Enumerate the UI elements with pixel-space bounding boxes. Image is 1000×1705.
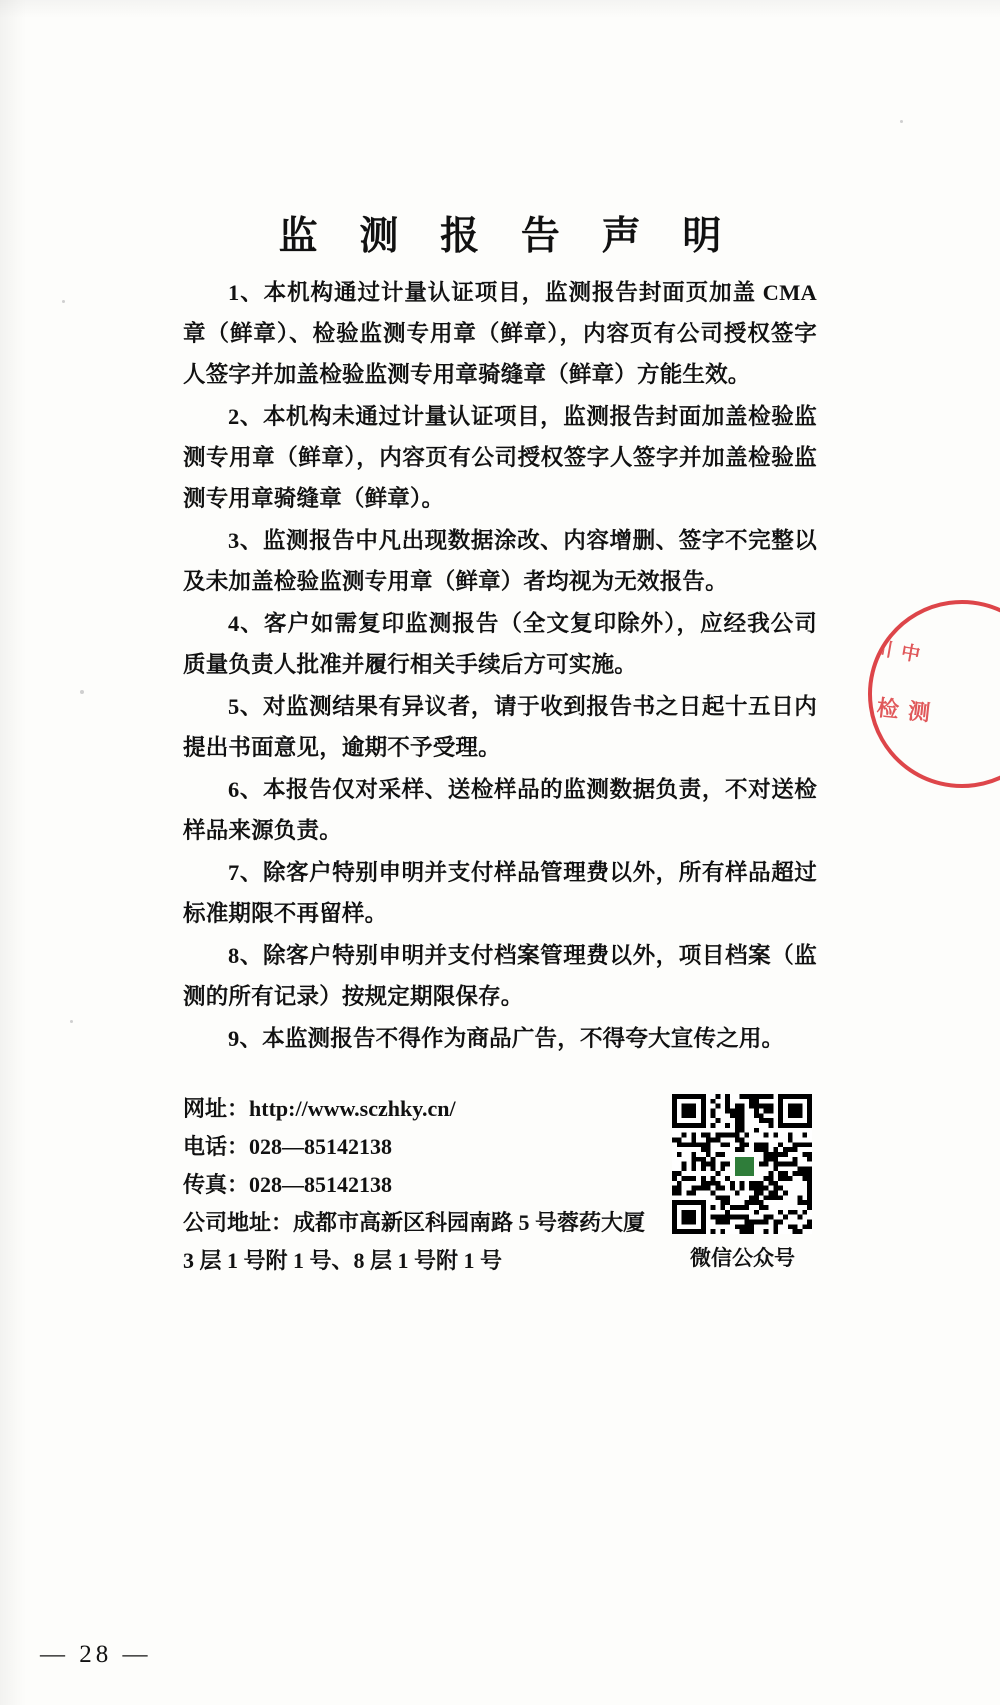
clause-item: 1、本机构通过计量认证项目，监测报告封面页加盖 CMA 章（鲜章）、检验监测专用章（鲜章），内容页有公司授权签字人签字并加盖检验监测专用章骑缝章（鲜章）方能生效。 [183,280,817,387]
qr-canvas [672,1094,812,1234]
clause-item: 8、除客户特别申明并支付档案管理费以外，项目档案（监测的所有记录）按规定期限保存。 [183,943,817,1009]
contact-phone [183,1128,663,1166]
declaration-clauses [183,272,817,1060]
clause-item: 2、本机构未通过计量认证项目，监测报告封面加盖检验监测专用章（鲜章），内容页有公司授权签字人签字并加盖检验监测专用章骑缝章（鲜章）。 [183,404,817,511]
scan-speckle [70,1020,73,1023]
clause-item: 5、对监测结果有异议者，请于收到报告书之日起十五日内提出书面意见，逾期不予受理。 [183,694,817,760]
contact-fax-label: 传真： [183,1172,250,1197]
contact-website-value[interactable]: http://www.sczhky.cn/ [249,1096,456,1121]
clause-item: 6、本报告仅对采样、送检样品的监测数据负责，不对送检样品来源负责。 [183,777,817,843]
clause-item: 9、本监测报告不得作为商品广告，不得夸大宣传之用。 [228,1026,785,1051]
scan-speckle [80,690,84,694]
scan-speckle [62,300,65,303]
scan-speckle [900,120,903,123]
contact-fax [183,1166,663,1204]
contact-phone-value: 028—85142138 [249,1134,393,1159]
page-title: 监 测 报 告 声 明 [278,215,738,258]
seal-text-line-2: 检 测 [875,695,934,726]
contact-address-line-1 [183,1204,663,1242]
contact-website-label: 网址： [183,1096,250,1121]
seal-text-line-1: 川 中 [871,637,924,667]
clause-item: 7、除客户特别申明并支付样品管理费以外，所有样品超过标准期限不再留样。 [183,860,817,926]
qr-caption: 微信公众号 [690,1246,795,1270]
contact-address-label: 公司地址： [183,1210,294,1235]
clause-item: 3、监测报告中凡出现数据涂改、内容增删、签字不完整以及未加盖检验监测专用章（鲜章）者均视为无效报告。 [183,528,817,594]
contact-website [183,1090,663,1128]
page-number: — 28 — [40,1641,152,1668]
contact-address-line-2: 3 层 1 号附 1 号、8 层 1 号附 1 号 [183,1248,503,1273]
clause-item: 4、客户如需复印监测报告（全文复印除外），应经我公司质量负责人批准并履行相关手续后方可实施。 [183,611,817,677]
contact-phone-label: 电话： [183,1134,250,1159]
contact-information [183,1090,663,1280]
contact-address-value-1: 成都市高新区科园南路 5 号蓉药大厦 [293,1210,646,1235]
wechat-qr-code[interactable] [672,1094,812,1234]
red-stamp-seal [856,588,1000,800]
scan-edge-top [0,0,1000,18]
contact-fax-value: 028—85142138 [249,1172,393,1197]
